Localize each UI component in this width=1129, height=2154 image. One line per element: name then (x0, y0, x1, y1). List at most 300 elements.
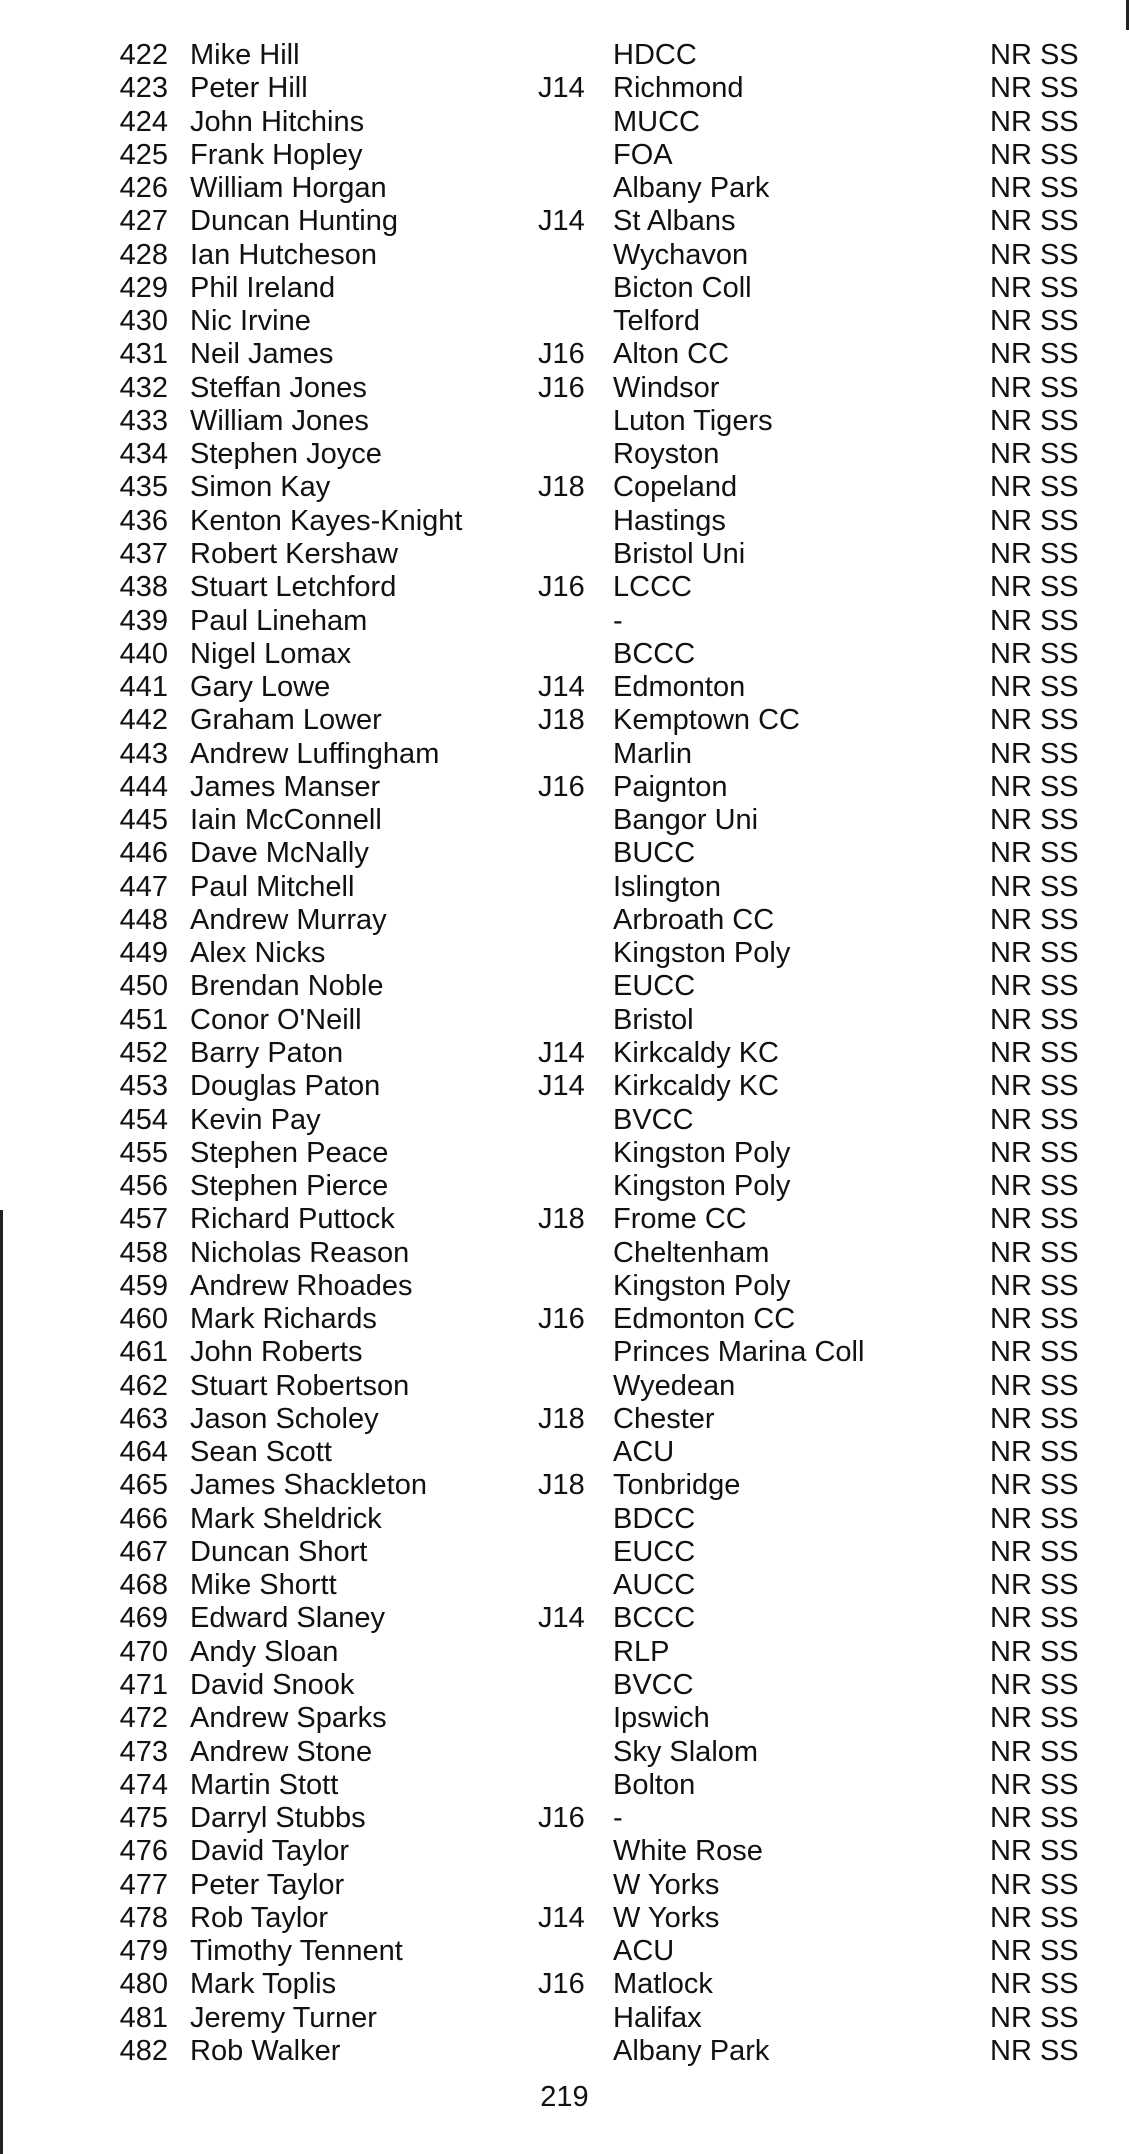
list-item (0, 272, 1129, 305)
list-item (0, 1802, 1129, 1835)
entry-classification: NR SS (990, 438, 1079, 471)
entry-number: 454 (119, 1103, 168, 1136)
entry-club: HDCC (613, 39, 697, 71)
entry-classification: NR SS (990, 105, 1079, 138)
list-item (0, 771, 1129, 804)
entry-club: ACU (613, 1436, 675, 1469)
list-item (0, 305, 1129, 338)
entry-club: - (613, 604, 623, 637)
entry-club: Windsor (613, 371, 720, 404)
entry-number: 457 (119, 1203, 168, 1236)
entry-name: Duncan Hunting (190, 205, 398, 238)
entry-club: EUCC (613, 970, 696, 1003)
list-item (0, 571, 1129, 604)
list-item (0, 1968, 1129, 2001)
entry-number: 441 (119, 671, 168, 704)
entry-name: Mike Shortt (190, 1569, 337, 1602)
list-item (0, 605, 1129, 638)
entry-classification: NR SS (990, 2001, 1079, 2034)
entry-name: Stephen Peace (190, 1136, 389, 1169)
entry-club: Kingston Poly (613, 1136, 791, 1169)
list-item (0, 72, 1129, 105)
entry-classification: NR SS (990, 537, 1079, 570)
list-item (0, 1403, 1129, 1436)
entry-age-class: J16 (538, 338, 585, 371)
entry-number: 458 (119, 1236, 168, 1269)
entry-club: Chester (613, 1402, 715, 1435)
entry-name: Mark Sheldrick (190, 1502, 382, 1535)
list-item (0, 1104, 1129, 1137)
entry-name: Stephen Pierce (190, 1170, 389, 1203)
entry-classification: NR SS (990, 1203, 1079, 1236)
entry-club: - (613, 1802, 623, 1835)
entry-classification: NR SS (990, 1802, 1079, 1835)
entry-number: 455 (119, 1136, 168, 1169)
entry-number: 474 (119, 1768, 168, 1801)
entry-number: 480 (119, 1968, 168, 2001)
entry-age-class: J16 (538, 1303, 585, 1336)
entry-classification: NR SS (990, 1036, 1079, 1069)
entry-classification: NR SS (990, 671, 1079, 704)
entry-number: 451 (119, 1003, 168, 1036)
entry-name: Duncan Short (190, 1535, 368, 1568)
entry-classification: NR SS (990, 1968, 1079, 2001)
entry-name: Kevin Pay (190, 1103, 321, 1136)
entry-age-class: J16 (538, 770, 585, 803)
entry-name: Mark Richards (190, 1303, 377, 1336)
entry-classification: NR SS (990, 1702, 1079, 1735)
entry-club: Wyedean (613, 1369, 736, 1402)
entry-name: Gary Lowe (190, 671, 331, 704)
entry-classification: NR SS (990, 604, 1079, 637)
entry-name: John Hitchins (190, 105, 365, 138)
entry-classification: NR SS (990, 1569, 1079, 1602)
entry-classification: NR SS (990, 1768, 1079, 1801)
entry-classification: NR SS (990, 1336, 1079, 1369)
entry-classification: NR SS (990, 1868, 1079, 1901)
entry-list (0, 39, 1129, 2068)
list-item (0, 671, 1129, 704)
entry-club: Paignton (613, 770, 728, 803)
entry-name: Andy Sloan (190, 1635, 339, 1668)
entry-classification: NR SS (990, 1402, 1079, 1435)
entry-number: 449 (119, 937, 168, 970)
entry-classification: NR SS (990, 1735, 1079, 1768)
entry-classification: NR SS (990, 271, 1079, 304)
entry-classification: NR SS (990, 637, 1079, 670)
list-item (0, 471, 1129, 504)
list-item (0, 139, 1129, 172)
entry-classification: NR SS (990, 371, 1079, 404)
entry-classification: NR SS (990, 1103, 1079, 1136)
entry-club: Matlock (613, 1968, 713, 2001)
entry-age-class: J16 (538, 371, 585, 404)
entry-name: William Jones (190, 404, 369, 437)
list-item (0, 106, 1129, 139)
entry-club: Arbroath CC (613, 903, 775, 936)
entry-club: FOA (613, 138, 673, 171)
list-item (0, 1203, 1129, 1236)
entry-club: Cheltenham (613, 1236, 770, 1269)
entry-number: 475 (119, 1802, 168, 1835)
entry-club: Alton CC (613, 338, 730, 371)
entry-club: Kingston Poly (613, 1170, 791, 1203)
entry-number: 437 (119, 537, 168, 570)
entry-classification: NR SS (990, 1303, 1079, 1336)
entry-classification: NR SS (990, 804, 1079, 837)
entry-club: Marlin (613, 737, 692, 770)
entry-club: Royston (613, 438, 720, 471)
list-item (0, 338, 1129, 371)
entry-classification: NR SS (990, 837, 1079, 870)
list-item (0, 638, 1129, 671)
entry-name: Richard Puttock (190, 1203, 395, 1236)
list-item (0, 1270, 1129, 1303)
entry-club: Wychavon (613, 238, 749, 271)
list-item (0, 1303, 1129, 1336)
entry-name: Graham Lower (190, 704, 382, 737)
entry-number: 471 (119, 1669, 168, 1702)
entry-classification: NR SS (990, 1436, 1079, 1469)
entry-club: Copeland (613, 471, 738, 504)
entry-name: Sean Scott (190, 1436, 332, 1469)
entry-club: W Yorks (613, 1868, 720, 1901)
entry-age-class: J14 (538, 671, 585, 704)
entry-number: 444 (119, 770, 168, 803)
entry-number: 432 (119, 371, 168, 404)
entry-club: Bristol (613, 1003, 694, 1036)
entry-classification: NR SS (990, 72, 1079, 105)
entry-classification: NR SS (990, 39, 1079, 71)
entry-classification: NR SS (990, 305, 1079, 338)
entry-club: Halifax (613, 2001, 702, 2034)
entry-name: Kenton Kayes-Knight (190, 504, 463, 537)
entry-club: Islington (613, 870, 722, 903)
entry-classification: NR SS (990, 238, 1079, 271)
entry-number: 469 (119, 1602, 168, 1635)
entry-club: BCCC (613, 637, 696, 670)
entry-club: Bristol Uni (613, 537, 746, 570)
entry-number: 450 (119, 970, 168, 1003)
entry-classification: NR SS (990, 138, 1079, 171)
entry-number: 442 (119, 704, 168, 737)
entry-name: Phil Ireland (190, 271, 336, 304)
list-item (0, 1037, 1129, 1070)
entry-club: Princes Marina Coll (613, 1336, 865, 1369)
list-item (0, 1569, 1129, 1602)
entry-number: 434 (119, 438, 168, 471)
entry-name: Robert Kershaw (190, 537, 398, 570)
entry-classification: NR SS (990, 1236, 1079, 1269)
list-item (0, 1869, 1129, 1902)
entry-number: 466 (119, 1502, 168, 1535)
entry-number: 440 (119, 637, 168, 670)
entry-age-class: J14 (538, 1602, 585, 1635)
entry-name: Brendan Noble (190, 970, 384, 1003)
entry-name: Nicholas Reason (190, 1236, 410, 1269)
entry-classification: NR SS (990, 1469, 1079, 1502)
entry-number: 445 (119, 804, 168, 837)
entry-age-class: J16 (538, 1802, 585, 1835)
entry-classification: NR SS (990, 1901, 1079, 1934)
entry-number: 479 (119, 1935, 168, 1968)
entry-club: RLP (613, 1635, 670, 1668)
entry-classification: NR SS (990, 504, 1079, 537)
entry-name: Stephen Joyce (190, 438, 382, 471)
entry-number: 428 (119, 238, 168, 271)
entry-age-class: J18 (538, 1469, 585, 1502)
list-item (0, 1769, 1129, 1802)
list-item (0, 1902, 1129, 1935)
entry-number: 433 (119, 404, 168, 437)
entry-classification: NR SS (990, 338, 1079, 371)
entry-name: Andrew Murray (190, 903, 387, 936)
entry-club: White Rose (613, 1835, 763, 1868)
entry-name: Neil James (190, 338, 334, 371)
entry-name: James Manser (190, 770, 381, 803)
entry-number: 423 (119, 72, 168, 105)
entry-age-class: J14 (538, 205, 585, 238)
entry-number: 453 (119, 1070, 168, 1103)
entry-club: Kingston Poly (613, 937, 791, 970)
list-item (0, 738, 1129, 771)
entry-number: 430 (119, 305, 168, 338)
page-number: 219 (540, 2081, 589, 2113)
entry-club: St Albans (613, 205, 736, 238)
entry-number: 463 (119, 1402, 168, 1435)
entry-classification: NR SS (990, 1502, 1079, 1535)
entry-number: 448 (119, 903, 168, 936)
entry-name: John Roberts (190, 1336, 363, 1369)
entry-number: 422 (119, 39, 168, 71)
entry-name: Andrew Rhoades (190, 1269, 413, 1302)
entry-club: Hastings (613, 504, 726, 537)
entry-club: Albany Park (613, 2034, 770, 2067)
entry-classification: NR SS (990, 870, 1079, 903)
list-item (0, 239, 1129, 272)
list-item (0, 538, 1129, 571)
list-item (0, 837, 1129, 870)
entry-name: Frank Hopley (190, 138, 363, 171)
entry-name: Martin Stott (190, 1768, 339, 1801)
entry-classification: NR SS (990, 1136, 1079, 1169)
entry-name: Darryl Stubbs (190, 1802, 366, 1835)
entry-number: 439 (119, 604, 168, 637)
entry-name: James Shackleton (190, 1469, 427, 1502)
entry-club: Bangor Uni (613, 804, 759, 837)
entry-number: 462 (119, 1369, 168, 1402)
entry-club: BVCC (613, 1669, 694, 1702)
entry-club: Albany Park (613, 172, 770, 205)
entry-classification: NR SS (990, 1635, 1079, 1668)
entry-club: AUCC (613, 1569, 696, 1602)
list-item (0, 1736, 1129, 1769)
entry-number: 465 (119, 1469, 168, 1502)
entry-name: David Snook (190, 1669, 355, 1702)
list-item (0, 39, 1129, 72)
entry-name: David Taylor (190, 1835, 350, 1868)
list-item (0, 505, 1129, 538)
list-item (0, 937, 1129, 970)
list-item (0, 1835, 1129, 1868)
entry-number: 456 (119, 1170, 168, 1203)
entry-club: MUCC (613, 105, 700, 138)
entry-name: Paul Mitchell (190, 870, 355, 903)
entry-number: 425 (119, 138, 168, 171)
list-item (0, 1702, 1129, 1735)
entry-classification: NR SS (990, 1669, 1079, 1702)
entry-age-class: J18 (538, 471, 585, 504)
entry-number: 452 (119, 1036, 168, 1069)
entry-club: W Yorks (613, 1901, 720, 1934)
list-item (0, 1469, 1129, 1502)
list-item (0, 1004, 1129, 1037)
list-item (0, 2002, 1129, 2035)
entry-club: Frome CC (613, 1203, 747, 1236)
entry-number: 482 (119, 2034, 168, 2067)
entry-number: 427 (119, 205, 168, 238)
entry-club: Bicton Coll (613, 271, 752, 304)
entry-club: Luton Tigers (613, 404, 773, 437)
entry-name: Dave McNally (190, 837, 369, 870)
entry-number: 447 (119, 870, 168, 903)
entry-club: ACU (613, 1935, 675, 1968)
entry-club: Sky Slalom (613, 1735, 759, 1768)
list-item (0, 1669, 1129, 1702)
list-item (0, 2035, 1129, 2068)
entry-name: Paul Lineham (190, 604, 368, 637)
entry-classification: NR SS (990, 1602, 1079, 1635)
entry-age-class: J18 (538, 1402, 585, 1435)
list-item (0, 205, 1129, 238)
entry-age-class: J14 (538, 72, 585, 105)
entry-number: 438 (119, 571, 168, 604)
entry-number: 476 (119, 1835, 168, 1868)
entry-name: Iain McConnell (190, 804, 382, 837)
entry-number: 429 (119, 271, 168, 304)
entry-classification: NR SS (990, 1535, 1079, 1568)
entry-classification: NR SS (990, 1369, 1079, 1402)
list-item (0, 172, 1129, 205)
list-item (0, 704, 1129, 737)
entry-age-class: J18 (538, 1203, 585, 1236)
entry-name: Peter Hill (190, 72, 308, 105)
entry-classification: NR SS (990, 704, 1079, 737)
entry-name: Simon Kay (190, 471, 331, 504)
entry-classification: NR SS (990, 2034, 1079, 2067)
entry-number: 473 (119, 1735, 168, 1768)
entry-name: Alex Nicks (190, 937, 326, 970)
entry-name: William Horgan (190, 172, 387, 205)
entry-classification: NR SS (990, 1935, 1079, 1968)
list-item (0, 1636, 1129, 1669)
entry-club: LCCC (613, 571, 692, 604)
entry-number: 478 (119, 1901, 168, 1934)
entry-name: Andrew Stone (190, 1735, 373, 1768)
entry-name: Conor O'Neill (190, 1003, 362, 1036)
entry-classification: NR SS (990, 404, 1079, 437)
entry-club: BCCC (613, 1602, 696, 1635)
entry-club: Kirkcaldy KC (613, 1036, 779, 1069)
entry-classification: NR SS (990, 1835, 1079, 1868)
list-item (0, 1336, 1129, 1369)
entry-name: Rob Walker (190, 2034, 341, 2067)
entry-name: Stuart Letchford (190, 571, 397, 604)
entry-number: 461 (119, 1336, 168, 1369)
entry-number: 460 (119, 1303, 168, 1336)
entry-name: Timothy Tennent (190, 1935, 403, 1968)
entry-number: 446 (119, 837, 168, 870)
entry-name: Andrew Sparks (190, 1702, 387, 1735)
entry-club: Richmond (613, 72, 744, 105)
entry-classification: NR SS (990, 770, 1079, 803)
entry-number: 477 (119, 1868, 168, 1901)
entry-name: Nigel Lomax (190, 637, 352, 670)
entry-name: Andrew Luffingham (190, 737, 440, 770)
entry-name: Jeremy Turner (190, 2001, 377, 2034)
entry-number: 435 (119, 471, 168, 504)
entry-number: 443 (119, 737, 168, 770)
entry-classification: NR SS (990, 737, 1079, 770)
list-item (0, 871, 1129, 904)
entry-club: Telford (613, 305, 701, 338)
entry-club: BDCC (613, 1502, 696, 1535)
entry-age-class: J16 (538, 1968, 585, 2001)
entry-classification: NR SS (990, 970, 1079, 1003)
entry-club: Edmonton (613, 671, 746, 704)
entry-number: 468 (119, 1569, 168, 1602)
entry-age-class: J14 (538, 1036, 585, 1069)
list-item (0, 1436, 1129, 1469)
entry-age-class: J14 (538, 1070, 585, 1103)
list-item (0, 1170, 1129, 1203)
entry-classification: NR SS (990, 205, 1079, 238)
entry-classification: NR SS (990, 1269, 1079, 1302)
entry-classification: NR SS (990, 937, 1079, 970)
entry-number: 481 (119, 2001, 168, 2034)
entry-name: Mark Toplis (190, 1968, 337, 2001)
list-item (0, 1935, 1129, 1968)
entry-name: Douglas Paton (190, 1070, 381, 1103)
entry-number: 436 (119, 504, 168, 537)
entry-age-class: J16 (538, 571, 585, 604)
entry-number: 459 (119, 1269, 168, 1302)
entry-number: 426 (119, 172, 168, 205)
entry-classification: NR SS (990, 903, 1079, 936)
list-item (0, 1536, 1129, 1569)
list-item (0, 1370, 1129, 1403)
entry-name: Rob Taylor (190, 1901, 329, 1934)
entry-number: 470 (119, 1635, 168, 1668)
entry-number: 431 (119, 338, 168, 371)
entry-club: Kemptown CC (613, 704, 800, 737)
list-item (0, 372, 1129, 405)
entry-number: 424 (119, 105, 168, 138)
entry-club: Tonbridge (613, 1469, 741, 1502)
list-item (0, 1602, 1129, 1635)
entry-club: Kingston Poly (613, 1269, 791, 1302)
entry-classification: NR SS (990, 1003, 1079, 1036)
entry-number: 467 (119, 1535, 168, 1568)
list-item (0, 405, 1129, 438)
entry-age-class: J14 (538, 1901, 585, 1934)
list-item (0, 1070, 1129, 1103)
entry-classification: NR SS (990, 571, 1079, 604)
list-item (0, 970, 1129, 1003)
entry-classification: NR SS (990, 471, 1079, 504)
entry-classification: NR SS (990, 1070, 1079, 1103)
entry-club: Edmonton CC (613, 1303, 796, 1336)
